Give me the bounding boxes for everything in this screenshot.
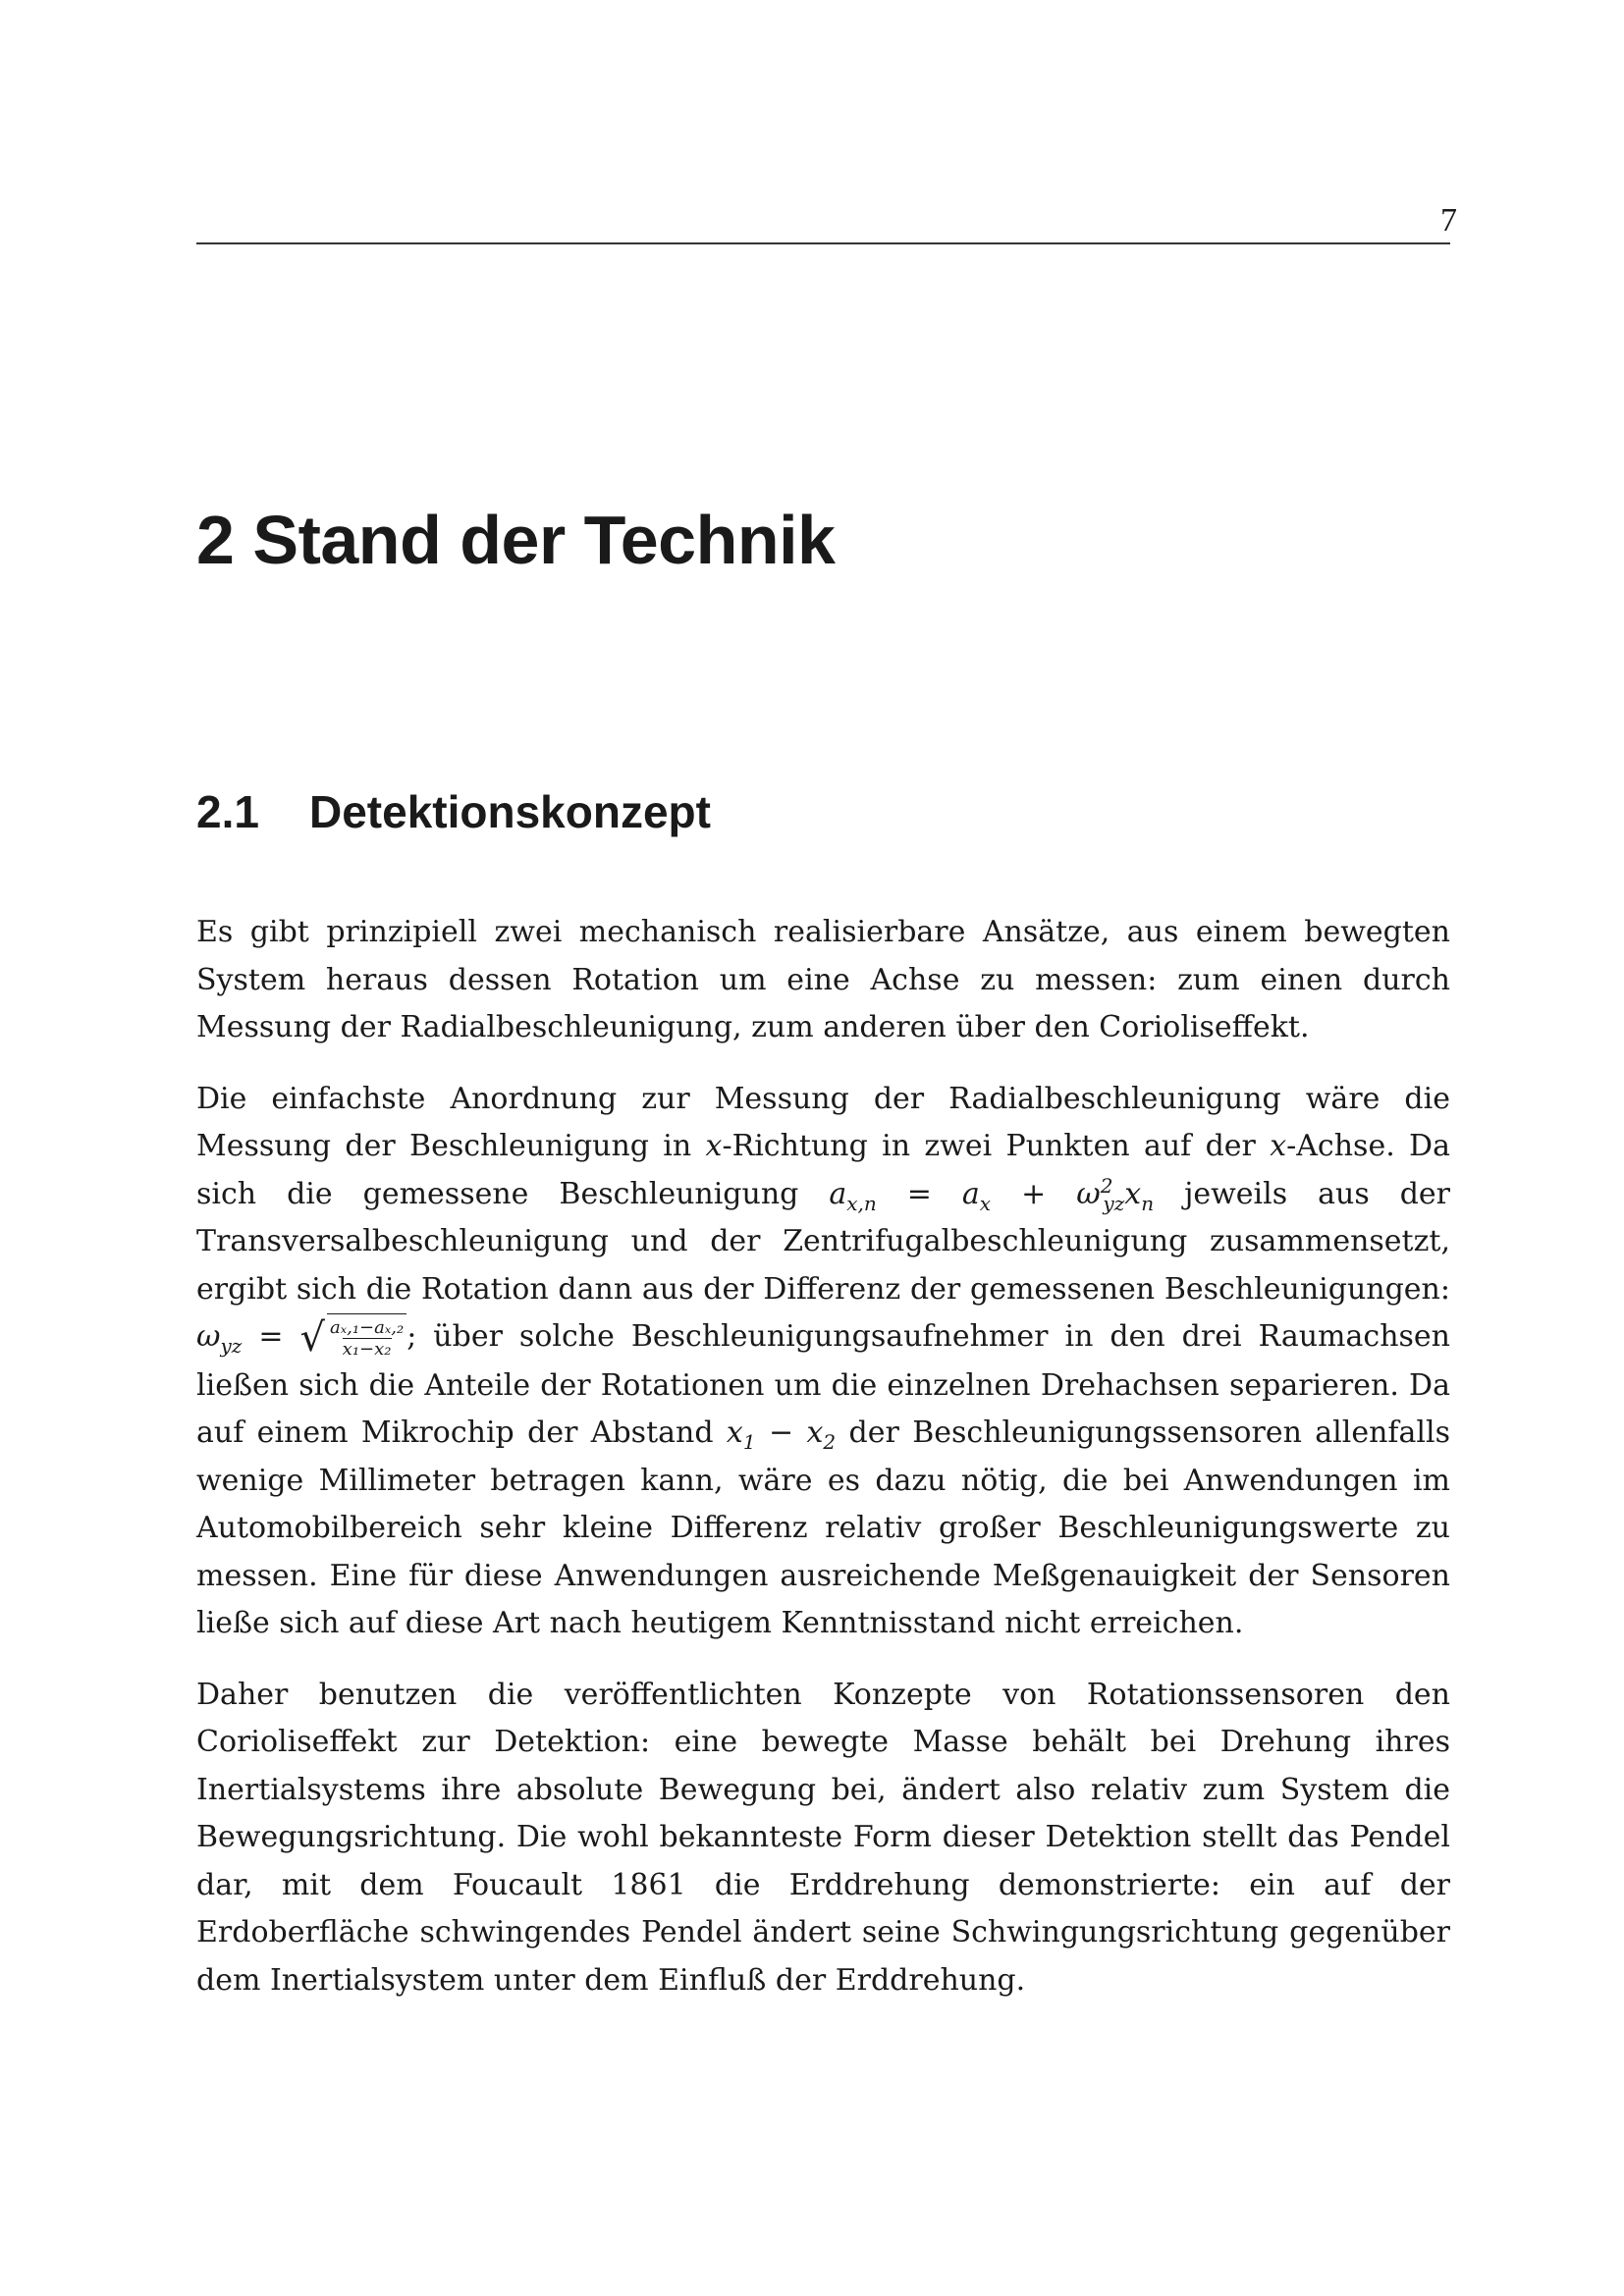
math-minus: −: [768, 1415, 794, 1451]
math-x2-sub: 2: [823, 1430, 837, 1455]
math-sqrt-body: [327, 1313, 406, 1362]
body-text: [196, 909, 1450, 2028]
math-omega-sub: yz: [1103, 1191, 1125, 1215]
sqrt-icon: √: [299, 1315, 325, 1361]
math-ax-sub: x: [979, 1191, 992, 1215]
page-number: 7: [1440, 202, 1457, 239]
math-omega: ω: [1076, 1176, 1101, 1211]
paragraph-2-part-c: -Achse. Da sich die gemessene Beschleunigung: [196, 1129, 1450, 1211]
math-x2: x: [806, 1415, 824, 1451]
math-a: a: [829, 1176, 847, 1211]
math-frac-numerator: aₓ,₁−aₓ,₂: [329, 1317, 405, 1339]
math-equals-2: =: [258, 1319, 284, 1354]
math-distance: [726, 1415, 837, 1455]
math-plus: +: [1021, 1176, 1047, 1211]
section-number: 2.1: [196, 786, 259, 837]
paragraph-1: Es gibt prinzipiell zwei mechanisch realisierbare Ansätze, aus einem bewegten System heraus dessen Rotation um eine Achse zu messen: zum einen durch Messung der Radialbeschleunigung, zum anderen über den Corioliseffekt.: [196, 915, 1450, 1044]
math-x1: x: [726, 1415, 743, 1451]
paragraph-2-part-e: ; über solche Beschleunigungsaufnehmer in den drei Raumachsen ließen sich die Anteile der Rotationen um die einzelnen Drehachsen separieren. Da auf einem Mikrochip der Abstand: [196, 1319, 1450, 1451]
header-rule: [196, 242, 1450, 244]
paragraph-2-part-d: jeweils aus der Transversalbeschleunigung und der Zentrifugalbeschleunigung zusammensetzt, ergibt sich die Rotation dann aus der Differenz der gemessenen Beschleunigungen:: [196, 1176, 1451, 1307]
paragraph-3: Daher benutzen die veröffentlichten Konzepte von Rotationssensoren den Corioliseffekt zur Detektion: eine bewegte Masse behält bei Drehung ihres Inertialsystems ihre absolute Bewegung bei, ändert also relativ zum System die Bewegungsrichtung. Die wohl bekannteste Form dieser Detektion stellt das Pendel dar, mit dem Foucault 1861 die Erddrehung demonstrierte: ein auf der Erdoberfläche schwingendes Pendel ändert seine Schwingungsrichtung gegenüber dem Inertialsystem unter dem Einfluß der Erddrehung.: [196, 1677, 1450, 1998]
math-omega-sup: 2: [1100, 1173, 1113, 1198]
math-a2: a: [961, 1176, 980, 1211]
paragraph-2-part-a: Die einfachste Anordnung zur Messung der Radialbeschleunigung wäre die Messung der Beschleunigung in: [196, 1081, 1450, 1163]
paragraph-2-part-b: -Richtung in zwei Punkten auf der: [722, 1129, 1271, 1163]
section-title-text: Detektionskonzept: [309, 786, 711, 837]
math-omega-formula: [196, 1315, 406, 1361]
math-frac-denominator: x₁−x₂: [342, 1339, 392, 1361]
paragraph-2-part-f: der Beschleunigungssensoren allenfalls wenige Millimeter betragen kann, wäre es dazu nötig, die bei Anwendungen im Automobilbereich sehr kleine Differenz relativ großer Beschleunigungswerte zu messen. Eine für diese Anwendungen ausreichende Meßgenauigkeit der Sensoren ließe sich auf diese Art nach heutigem Kenntnisstand nicht erreichen.: [196, 1415, 1451, 1641]
math-fraction: [330, 1318, 404, 1360]
math-acceleration-formula: [829, 1173, 1155, 1215]
math-x1-sub: 1: [742, 1430, 756, 1455]
math-omega-yz-sub: yz: [220, 1334, 243, 1358]
math-equals: =: [906, 1176, 932, 1211]
chapter-title: 2 Stand der Technik: [196, 502, 836, 578]
math-x: x: [705, 1129, 723, 1163]
section-title: [196, 785, 711, 838]
math-a-sub: x,n: [846, 1191, 877, 1215]
math-x-axis: x: [1270, 1129, 1287, 1163]
math-omega-yz: ω: [196, 1319, 221, 1354]
math-xn: x: [1124, 1176, 1142, 1211]
math-xn-sub: n: [1141, 1191, 1155, 1215]
paragraph-2: [196, 1076, 1450, 1648]
